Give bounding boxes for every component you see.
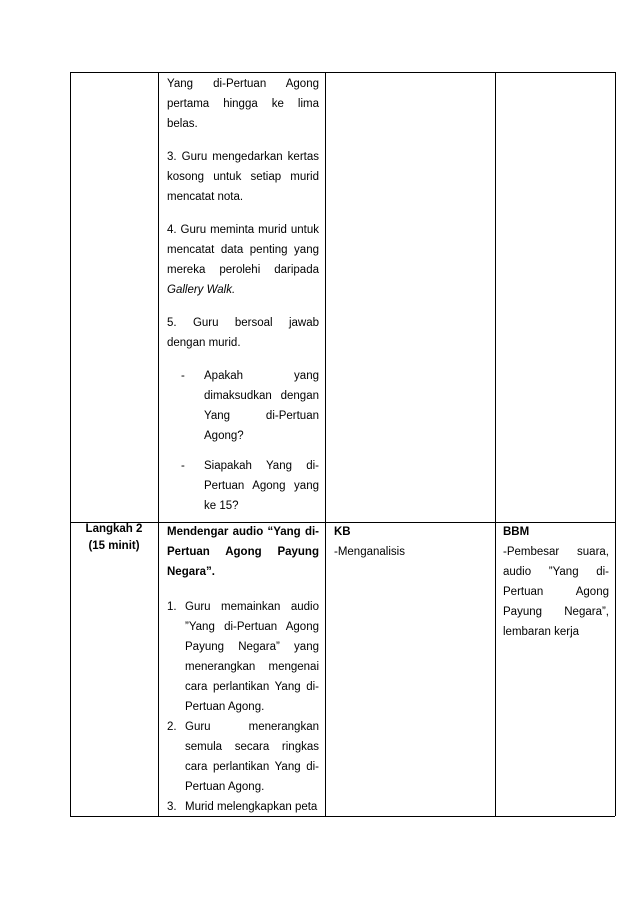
- list-item: 1. Guru memainkan audio ”Yang di-Pertuan Agong Payung Negara” yang menerangkan mengenai cara perlantikan Yang di- Pertuan Agong.: [167, 601, 319, 713]
- dash-marker: -: [181, 460, 185, 472]
- step-5-paragraph: 5. Guru bersoal jawab dengan murid.: [167, 317, 319, 349]
- step-label: Langkah 2 (15 minit): [85, 523, 143, 552]
- bbm-cell: [503, 522, 609, 642]
- step-4-paragraph: 4. Guru meminta murid untuk mencatat data penting yang mereka perolehi daripada Gallery Walk.: [167, 224, 319, 296]
- column-divider: [325, 72, 326, 816]
- lesson-plan-table: [70, 72, 615, 816]
- table-border-top: [70, 72, 615, 73]
- column-divider: [158, 72, 159, 816]
- activity-cell-row2: [167, 522, 319, 817]
- table-border-bottom: [70, 816, 615, 817]
- question-1: - Apakah yang dimaksudkan dengan Yang di-Pertuan Agong?: [181, 366, 319, 446]
- list-item: 2. Guru menerangkan semula secara ringkas cara perlantikan Yang di- Pertuan Agong.: [167, 721, 319, 793]
- column-divider: [70, 72, 71, 816]
- paragraph-agong-list: Yang di-Pertuan Agong pertama hingga ke lima belas.: [167, 78, 319, 130]
- bbm-title: BBM: [503, 526, 530, 538]
- bbm-materials: -Pembesar suara, audio ”Yang di- Pertuan Agong Payung Negara”, lembaran kerja: [503, 546, 609, 638]
- dash-marker: -: [181, 370, 185, 382]
- column-divider: [615, 72, 616, 816]
- column-divider: [495, 72, 496, 816]
- gallery-walk-term: Gallery Walk.: [167, 284, 236, 296]
- kb-cell: [334, 522, 489, 562]
- list-item: 3. Murid melengkapkan peta: [167, 801, 318, 813]
- kb-title: KB: [334, 526, 351, 538]
- kb-value: -Menganalisis: [334, 546, 405, 558]
- activity-title: Mendengar audio “Yang di- Pertuan Agong Payung Negara”.: [167, 526, 319, 578]
- question-2: - Siapakah Yang di- Pertuan Agong yang ke 15?: [181, 456, 319, 516]
- activity-cell-row1: [167, 74, 319, 526]
- step-3-paragraph: 3. Guru mengedarkan kertas kosong untuk setiap murid mencatat nota.: [167, 151, 319, 203]
